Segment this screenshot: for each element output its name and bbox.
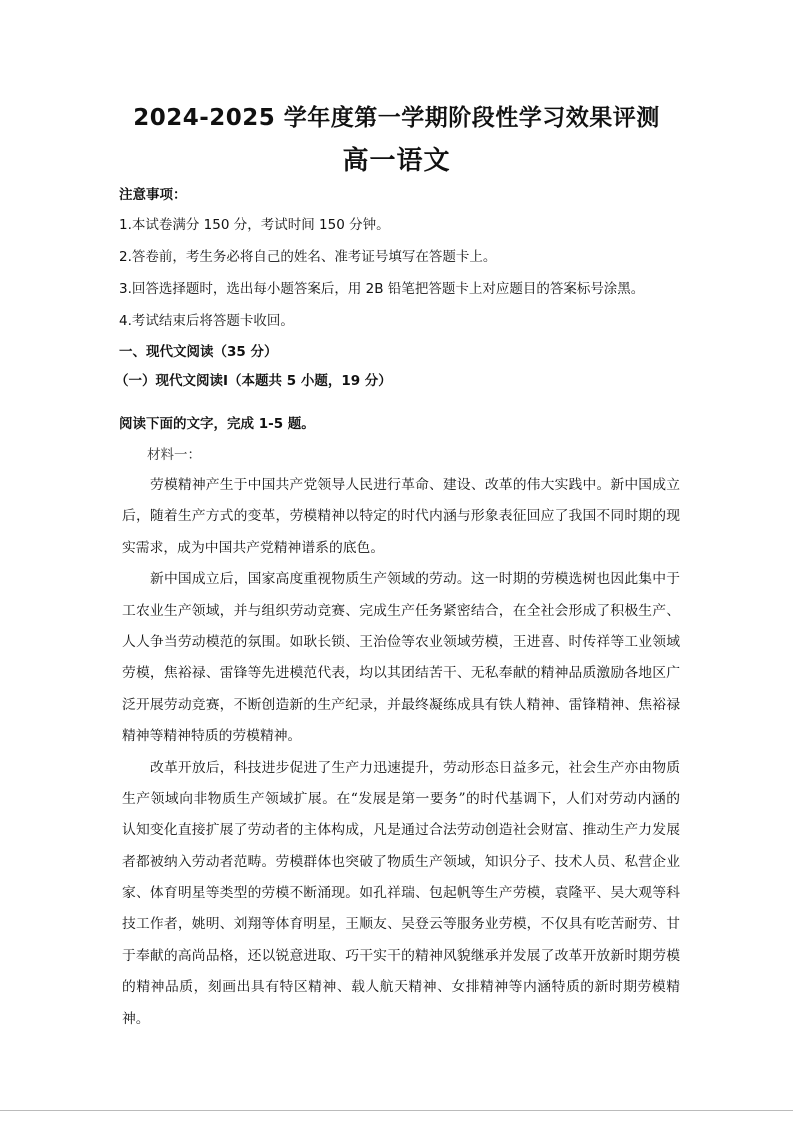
notes-heading: 注意事项：: [119, 187, 187, 203]
paragraph-line: 认知变化直接扩展了劳动者的主体构成，凡是通过合法劳动创造社会财富、推动生产力发展: [122, 822, 680, 839]
paragraph-line: 的精神品质，刻画出具有特区精神、载人航天精神、女排精神等内涵特质的新时期劳模精: [122, 979, 680, 996]
paragraph-line: 改革开放后，科技进步促进了生产力迅速提升，劳动形态日益多元，社会生产亦由物质: [150, 759, 680, 776]
paragraph-line: 新中国成立后，国家高度重视物质生产领域的劳动。这一时期的劳模选树也因此集中于: [150, 571, 680, 588]
paragraph-line: 泛开展劳动竞赛，不断创造新的生产纪录，并最终凝练成具有铁人精神、雷锋精神、焦裕禄: [122, 696, 680, 713]
paragraph-line: 实需求，成为中国共产党精神谱系的底色。: [122, 539, 385, 556]
note-item: 1.本试卷满分 150 分，考试时间 150 分钟。: [119, 217, 390, 233]
note-item: 2.答卷前，考生务必将自己的姓名、准考证号填写在答题卡上。: [119, 249, 497, 265]
paragraph-line: 工农业生产领域，并与组织劳动竞赛、完成生产任务紧密结合，在全社会形成了积极生产、: [122, 602, 680, 619]
exam-title: 2024-2025 学年度第一学期阶段性学习效果评测: [133, 105, 660, 131]
paragraph-line: 生产领域向非物质生产领域扩展。在“发展是第一要务”的时代基调下，人们对劳动内涵的: [122, 790, 680, 807]
material-text: [122, 470, 680, 1035]
subject-title: 高一语文: [342, 146, 451, 176]
page-divider: [0, 1110, 793, 1111]
material-label: 材料一：: [147, 447, 201, 463]
section-subtitle: （一）现代文阅读Ⅰ（本题共 5 小题，19 分）: [115, 373, 392, 389]
paragraph-line: 于奉献的高尚品格，还以锐意进取、巧干实干的精神风貌继承并发展了改革开放新时期劳模: [122, 947, 680, 964]
paragraph-line: 劳模，焦裕禄、雷锋等先进模范代表，均以其团结苦干、无私奉献的精神品质激励各地区广: [122, 665, 680, 682]
paragraph: [122, 753, 680, 1036]
paragraph-line: 神。: [122, 1010, 150, 1027]
note-item: 4.考试结束后将答题卡收回。: [119, 313, 294, 329]
paragraph-line: 后，随着生产方式的变革，劳模精神以特定的时代内涵与形象表征回应了我国不同时期的现: [122, 508, 680, 525]
section-title: 一、现代文阅读（35 分）: [119, 344, 278, 360]
paragraph-line: 技工作者，姚明、刘翔等体育明星，王顺友、吴登云等服务业劳模，不仅具有吃苦耐劳、甘: [122, 916, 680, 933]
note-item: 3.回答选择题时，选出每小题答案后，用 2B 铅笔把答题卡上对应题目的答案标号涂黑。: [119, 281, 645, 297]
reading-instruction: 阅读下面的文字，完成 1-5 题。: [119, 416, 315, 432]
paragraph-line: 家、体育明星等类型的劳模不断涌现。如孔祥瑞、包起帆等生产劳模，袁隆平、吴大观等科: [122, 885, 680, 902]
paragraph: [122, 470, 680, 564]
paragraph: [122, 564, 680, 752]
paragraph-line: 人人争当劳动模范的氛围。如耿长锁、王治俭等农业领域劳模，王进喜、时传祥等工业领域: [122, 633, 680, 650]
paragraph-line: 精神等精神特质的劳模精神。: [122, 728, 302, 745]
paragraph-line: 者都被纳入劳动者范畴。劳模群体也突破了物质生产领域，知识分子、技术人员、私营企业: [122, 853, 680, 870]
paragraph-line: 劳模精神产生于中国共产党领导人民进行革命、建设、改革的伟大实践中。新中国成立: [150, 477, 680, 493]
